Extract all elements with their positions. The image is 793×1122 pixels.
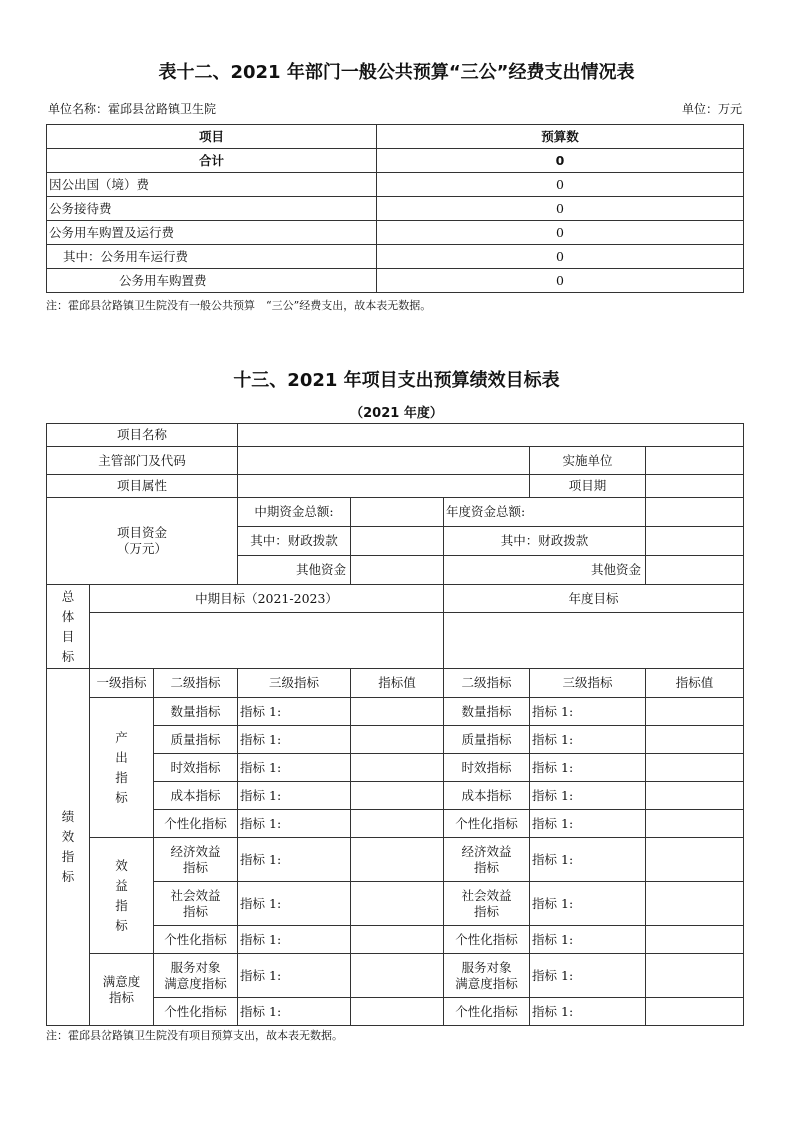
indicator-name: 指标 1:	[238, 998, 351, 1026]
indicator-name: 指标 1:	[238, 954, 351, 998]
table-row	[47, 221, 744, 245]
indicator-name: 指标 1:	[238, 782, 351, 810]
level2-name-year	[444, 838, 530, 882]
project-name-label: 项目名称	[47, 424, 238, 447]
table12-note: 注：霍邱县岔路镇卫生院没有一般公共预算 “三公”经费支出，故本表无数据。	[46, 299, 432, 312]
project-name-value	[238, 424, 744, 447]
year-total-value	[646, 498, 744, 527]
indicator-value-year	[646, 726, 744, 754]
year-fiscal-label: 其中：财政拨款	[444, 527, 646, 556]
level2-line: 满意度指标	[455, 975, 518, 991]
benefit-char: 益	[115, 877, 128, 893]
level2-line: 社会效益	[170, 887, 221, 903]
output-char: 出	[115, 749, 128, 765]
row-label: 公务用车购置及运行费	[47, 221, 377, 245]
level2-name-year	[444, 882, 530, 926]
perf-indicator-label	[47, 669, 90, 1026]
mid-fiscal-label: 其中：财政拨款	[238, 527, 351, 556]
table12-title: 表十二、2021 年部门一般公共预算“三公”经费支出情况表	[158, 62, 635, 83]
level2-line: 服务对象	[170, 959, 221, 975]
indicator-name: 指标 1:	[238, 926, 351, 954]
row-value: 0	[377, 197, 744, 221]
row-label: 因公出国（境）费	[47, 173, 377, 197]
indicator-value-year	[646, 998, 744, 1026]
three-public-expense-table	[46, 124, 744, 293]
year-goal-label: 年度目标	[444, 585, 744, 613]
mid-other-value	[351, 556, 444, 585]
level2-name-year: 时效指标	[444, 754, 530, 782]
year-other-label: 其他资金	[444, 556, 646, 585]
table-row	[47, 197, 744, 221]
row-value: 0	[377, 149, 744, 173]
unit-label: 单位：万元	[681, 102, 742, 116]
table-row	[47, 838, 744, 882]
col-level3: 三级指标	[238, 669, 351, 698]
indicator-name-year: 指标 1:	[530, 926, 646, 954]
mid-other-label: 其他资金	[238, 556, 351, 585]
mid-goal-value	[90, 613, 444, 669]
performance-target-table	[46, 423, 744, 1026]
level2-line: 满意度指标	[164, 975, 227, 991]
dept-code-value	[238, 447, 530, 475]
col-level2-year: 二级指标	[444, 669, 530, 698]
satisfaction-indicator-label	[90, 954, 154, 1026]
table-row	[47, 269, 744, 293]
year-total-label: 年度资金总额:	[444, 498, 646, 527]
project-attr-value	[238, 475, 530, 498]
satisfaction-line: 满意度	[102, 973, 141, 989]
level2-name: 质量指标	[154, 726, 238, 754]
indicator-value	[351, 782, 444, 810]
col-level3-year: 三级指标	[530, 669, 646, 698]
indicator-name-year: 指标 1:	[530, 726, 646, 754]
indicator-name-year: 指标 1:	[530, 882, 646, 926]
row-label: 合计	[47, 149, 377, 173]
col-value-year: 指标值	[646, 669, 744, 698]
level2-name-year: 个性化指标	[444, 998, 530, 1026]
benefit-char: 标	[115, 917, 128, 933]
benefit-char: 效	[115, 857, 128, 873]
row-value: 0	[377, 221, 744, 245]
indicator-value-year	[646, 838, 744, 882]
table-row	[47, 245, 744, 269]
indicator-name: 指标 1:	[238, 754, 351, 782]
level2-line: 指标	[474, 859, 500, 875]
indicator-name-year: 指标 1:	[530, 810, 646, 838]
level2-line: 服务对象	[461, 959, 512, 975]
indicator-value	[351, 926, 444, 954]
indicator-value	[351, 754, 444, 782]
indicator-name: 指标 1:	[238, 726, 351, 754]
level2-name	[154, 954, 238, 998]
overall-char: 标	[61, 648, 75, 664]
benefit-char: 指	[115, 897, 128, 913]
indicator-value	[351, 698, 444, 726]
funds-label-text: 项目资金	[117, 525, 168, 540]
mid-total-value	[351, 498, 444, 527]
indicator-value-year	[646, 754, 744, 782]
overall-goal-label	[47, 585, 90, 669]
indicator-name: 指标 1:	[238, 810, 351, 838]
table13-note: 注：霍邱县岔路镇卫生院没有项目预算支出，故本表无数据。	[46, 1029, 343, 1042]
unit-name: 单位名称：霍邱县岔路镇卫生院	[48, 102, 217, 116]
indicator-value-year	[646, 882, 744, 926]
level2-line: 指标	[183, 903, 209, 919]
funds-unit-text: （万元）	[117, 541, 168, 556]
year-fiscal-value	[646, 527, 744, 556]
indicator-name: 指标 1:	[238, 698, 351, 726]
level2-name: 个性化指标	[154, 926, 238, 954]
table-row	[47, 954, 744, 998]
output-char: 产	[115, 729, 128, 745]
row-label: 公务接待费	[47, 197, 377, 221]
overall-char: 目	[61, 628, 75, 644]
level2-name: 成本指标	[154, 782, 238, 810]
col-level1: 一级指标	[90, 669, 154, 698]
indicator-name: 指标 1:	[238, 838, 351, 882]
table-row	[47, 173, 744, 197]
project-attr-label: 项目属性	[47, 475, 238, 498]
level2-line: 经济效益	[461, 843, 512, 859]
table-row	[47, 698, 744, 726]
dept-code-label: 主管部门及代码	[47, 447, 238, 475]
indicator-value-year	[646, 954, 744, 998]
mid-goal-label: 中期目标（2021-2023）	[90, 585, 444, 613]
indicator-value	[351, 998, 444, 1026]
perf-char: 效	[61, 829, 75, 844]
satisfaction-line: 指标	[108, 989, 134, 1005]
project-funds-label	[47, 498, 238, 585]
output-char: 标	[115, 789, 128, 805]
header-budget: 预算数	[377, 125, 744, 149]
table-row	[47, 149, 744, 173]
table13-subtitle: （2021 年度）	[350, 406, 443, 421]
indicator-value-year	[646, 926, 744, 954]
table13-title: 十三、2021 年项目支出预算绩效目标表	[233, 370, 560, 391]
level2-name: 数量指标	[154, 698, 238, 726]
level2-name-year: 个性化指标	[444, 926, 530, 954]
perf-char: 标	[61, 869, 75, 884]
overall-char: 体	[61, 608, 75, 624]
indicator-value	[351, 726, 444, 754]
benefit-indicator-label	[90, 838, 154, 954]
col-level2: 二级指标	[154, 669, 238, 698]
impl-unit-label: 实施单位	[530, 447, 646, 475]
mid-total-label: 中期资金总额:	[238, 498, 351, 527]
level2-line: 指标	[474, 903, 500, 919]
indicator-value	[351, 954, 444, 998]
level2-name: 个性化指标	[154, 810, 238, 838]
project-period-label: 项目期	[530, 475, 646, 498]
indicator-name-year: 指标 1:	[530, 782, 646, 810]
year-goal-value	[444, 613, 744, 669]
level2-name: 时效指标	[154, 754, 238, 782]
level2-name-year: 数量指标	[444, 698, 530, 726]
col-value: 指标值	[351, 669, 444, 698]
indicator-name-year: 指标 1:	[530, 998, 646, 1026]
perf-char: 指	[61, 849, 75, 864]
level2-name: 个性化指标	[154, 998, 238, 1026]
indicator-name-year: 指标 1:	[530, 698, 646, 726]
level2-line: 社会效益	[461, 887, 512, 903]
level2-line: 指标	[183, 859, 209, 875]
level2-name	[154, 838, 238, 882]
level2-name-year	[444, 954, 530, 998]
indicator-name-year: 指标 1:	[530, 838, 646, 882]
level2-name-year: 质量指标	[444, 726, 530, 754]
indicator-name-year: 指标 1:	[530, 954, 646, 998]
indicator-value	[351, 838, 444, 882]
level2-name	[154, 882, 238, 926]
row-value: 0	[377, 245, 744, 269]
indicator-name-year: 指标 1:	[530, 754, 646, 782]
year-other-value	[646, 556, 744, 585]
indicator-value	[351, 882, 444, 926]
indicator-value-year	[646, 698, 744, 726]
row-label: 公务用车购置费	[47, 269, 377, 293]
overall-char: 总	[61, 588, 75, 604]
indicator-name: 指标 1:	[238, 882, 351, 926]
level2-line: 经济效益	[170, 843, 221, 859]
header-item: 项目	[47, 125, 377, 149]
row-value: 0	[377, 173, 744, 197]
impl-unit-value	[646, 447, 744, 475]
level2-name-year: 个性化指标	[444, 810, 530, 838]
indicator-value	[351, 810, 444, 838]
row-label: 其中：公务用车运行费	[47, 245, 377, 269]
project-period-value	[646, 475, 744, 498]
level2-name-year: 成本指标	[444, 782, 530, 810]
indicator-value-year	[646, 782, 744, 810]
mid-fiscal-value	[351, 527, 444, 556]
output-char: 指	[115, 769, 128, 785]
perf-char: 绩	[61, 809, 75, 824]
indicator-value-year	[646, 810, 744, 838]
output-indicator-label	[90, 698, 154, 838]
row-value: 0	[377, 269, 744, 293]
